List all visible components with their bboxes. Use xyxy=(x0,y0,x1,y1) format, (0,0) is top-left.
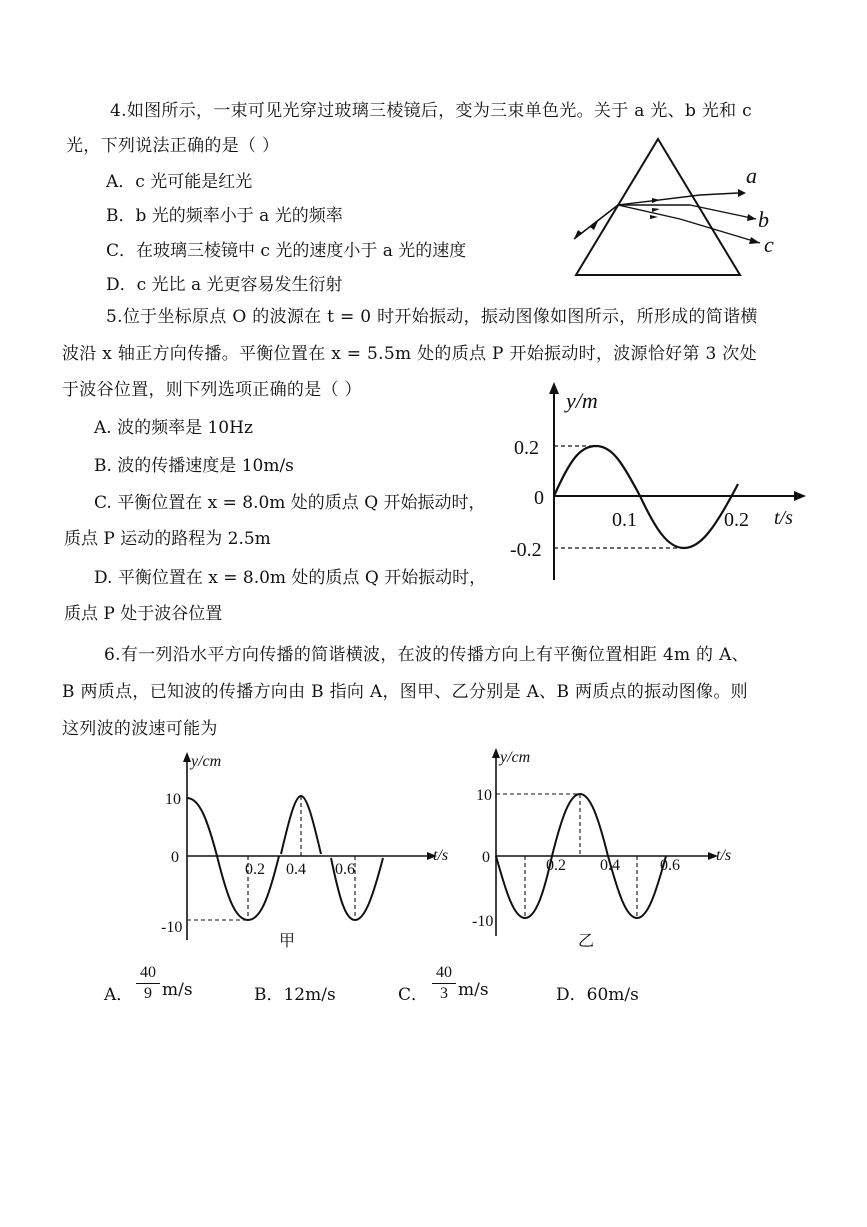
q6a-ytick-zero: 0 xyxy=(171,849,179,866)
q6-stem-line2: B 两质点，已知波的传播方向由 B 指向 A，图甲、乙分别是 A、B 两质点的振动图像。则 xyxy=(62,682,748,702)
q5-x-label: t/s xyxy=(774,507,793,529)
q5-option-b: B. 波的传播速度是 10m/s xyxy=(94,456,294,476)
q6b-y-label: y/cm xyxy=(500,749,531,766)
q6-option-c-fraction xyxy=(432,964,456,1003)
q6-option-a-denominator: 9 xyxy=(144,985,152,1002)
q5-xtick-1: 0.1 xyxy=(612,509,637,531)
q6-option-c-fraction-bar xyxy=(432,983,456,984)
q4-option-a: A．c 光可能是红光 xyxy=(106,172,253,192)
q6-option-a-unit: m/s xyxy=(162,980,193,1000)
q6a-xtick-2: 0.4 xyxy=(286,861,306,878)
q6b-x-label: t/s xyxy=(716,847,732,864)
q6a-y-label: y/cm xyxy=(191,753,222,770)
ray-c-out xyxy=(680,219,760,243)
q5-x-arrow xyxy=(794,491,806,501)
q6-option-b: B．12m/s xyxy=(254,985,336,1005)
q6-option-a-fraction-bar xyxy=(136,983,160,984)
q6a-xtick-3: 0.6 xyxy=(335,861,355,878)
q4-stem-line1: 4.如图所示，一束可见光穿过玻璃三棱镜后，变为三束单色光。关于 a 光、b 光和 c xyxy=(110,101,752,121)
q6-option-c-denominator: 3 xyxy=(440,985,448,1002)
q4-stem-line2: 光，下列说法正确的是（ ） xyxy=(66,136,280,156)
q6-option-c-numerator: 40 xyxy=(436,964,452,981)
q5-y-arrow xyxy=(549,382,559,394)
ray-c-inside xyxy=(618,205,680,219)
q6b-ytick-min: -10 xyxy=(472,913,494,930)
q6-option-c-prefix: C． xyxy=(398,985,429,1005)
q6-option-d: D．60m/s xyxy=(556,985,639,1005)
q6b-xtick-2: 0.4 xyxy=(600,857,620,874)
q6-option-c-unit: m/s xyxy=(458,980,489,1000)
ray-b-out xyxy=(690,205,756,219)
q5-stem-line3: 于波谷位置，则下列选项正确的是（ ） xyxy=(62,380,362,400)
q6b-caption: 乙 xyxy=(578,933,595,950)
q6a-ytick-min: -10 xyxy=(161,919,183,936)
prism-triangle xyxy=(576,139,740,275)
q4-option-c: C．在玻璃三棱镜中 c 光的速度小于 a 光的速度 xyxy=(106,241,467,261)
q6-graph-b xyxy=(462,746,752,956)
q6b-ytick-max: 10 xyxy=(476,787,492,804)
q5-option-a: A. 波的频率是 10Hz xyxy=(94,418,253,438)
q4-option-d: D．c 光比 a 光更容易发生衍射 xyxy=(106,275,343,295)
q6b-xtick-1: 0.2 xyxy=(546,857,566,874)
q5-y-label: y/m xyxy=(566,388,598,413)
label-b: b xyxy=(758,207,769,232)
q5-option-d-line1: D. 平衡位置在 x = 8.0m 处的质点 Q 开始振动时， xyxy=(94,568,487,588)
q6-option-a-fraction xyxy=(136,964,160,1003)
q6a-ytick-max: 10 xyxy=(165,791,181,808)
q5-stem-line2: 波沿 x 轴正方向传播。平衡位置在 x = 5.5m 处的质点 P 开始振动时，波源恰好第 3 次处 xyxy=(62,344,757,364)
q5-option-c-line2: 质点 P 运动的路程为 2.5m xyxy=(64,529,271,549)
q6a-caption: 甲 xyxy=(279,933,296,950)
q6b-xtick-3: 0.6 xyxy=(660,857,680,874)
q5-option-d-line2: 质点 P 处于波谷位置 xyxy=(64,604,223,624)
q4-option-b: B．b 光的频率小于 a 光的频率 xyxy=(106,206,343,226)
q6-option-a-prefix: A． xyxy=(104,985,134,1005)
q6-option-a-numerator: 40 xyxy=(140,964,156,981)
q6a-xtick-1: 0.2 xyxy=(245,861,265,878)
ray-a-out xyxy=(700,193,738,195)
q5-ytick-max: 0.2 xyxy=(514,437,539,459)
q5-xtick-2: 0.2 xyxy=(724,509,749,531)
q5-stem-line1: 5.位于坐标原点 O 的波源在 t = 0 时开始振动，振动图像如图所示，所形成的简谐横 xyxy=(106,307,758,327)
q6b-ytick-zero: 0 xyxy=(482,849,490,866)
q5-graph xyxy=(500,380,820,590)
q6-stem-line3: 这列波的波速可能为 xyxy=(62,719,218,739)
q6-graph-a xyxy=(155,750,449,955)
label-c: c xyxy=(764,232,774,257)
q5-option-c-line1: C. 平衡位置在 x = 8.0m 处的质点 Q 开始振动时， xyxy=(94,493,486,513)
q5-ytick-zero: 0 xyxy=(534,487,544,509)
q6a-x-label: t/s xyxy=(433,847,449,864)
label-a: a xyxy=(746,163,757,188)
q5-ytick-min: -0.2 xyxy=(510,539,542,561)
prism-figure xyxy=(560,135,800,285)
q6-stem-line1: 6.有一列沿水平方向传播的简谐横波，在波的传播方向上有平衡位置相距 4m 的 A、 xyxy=(104,645,749,665)
